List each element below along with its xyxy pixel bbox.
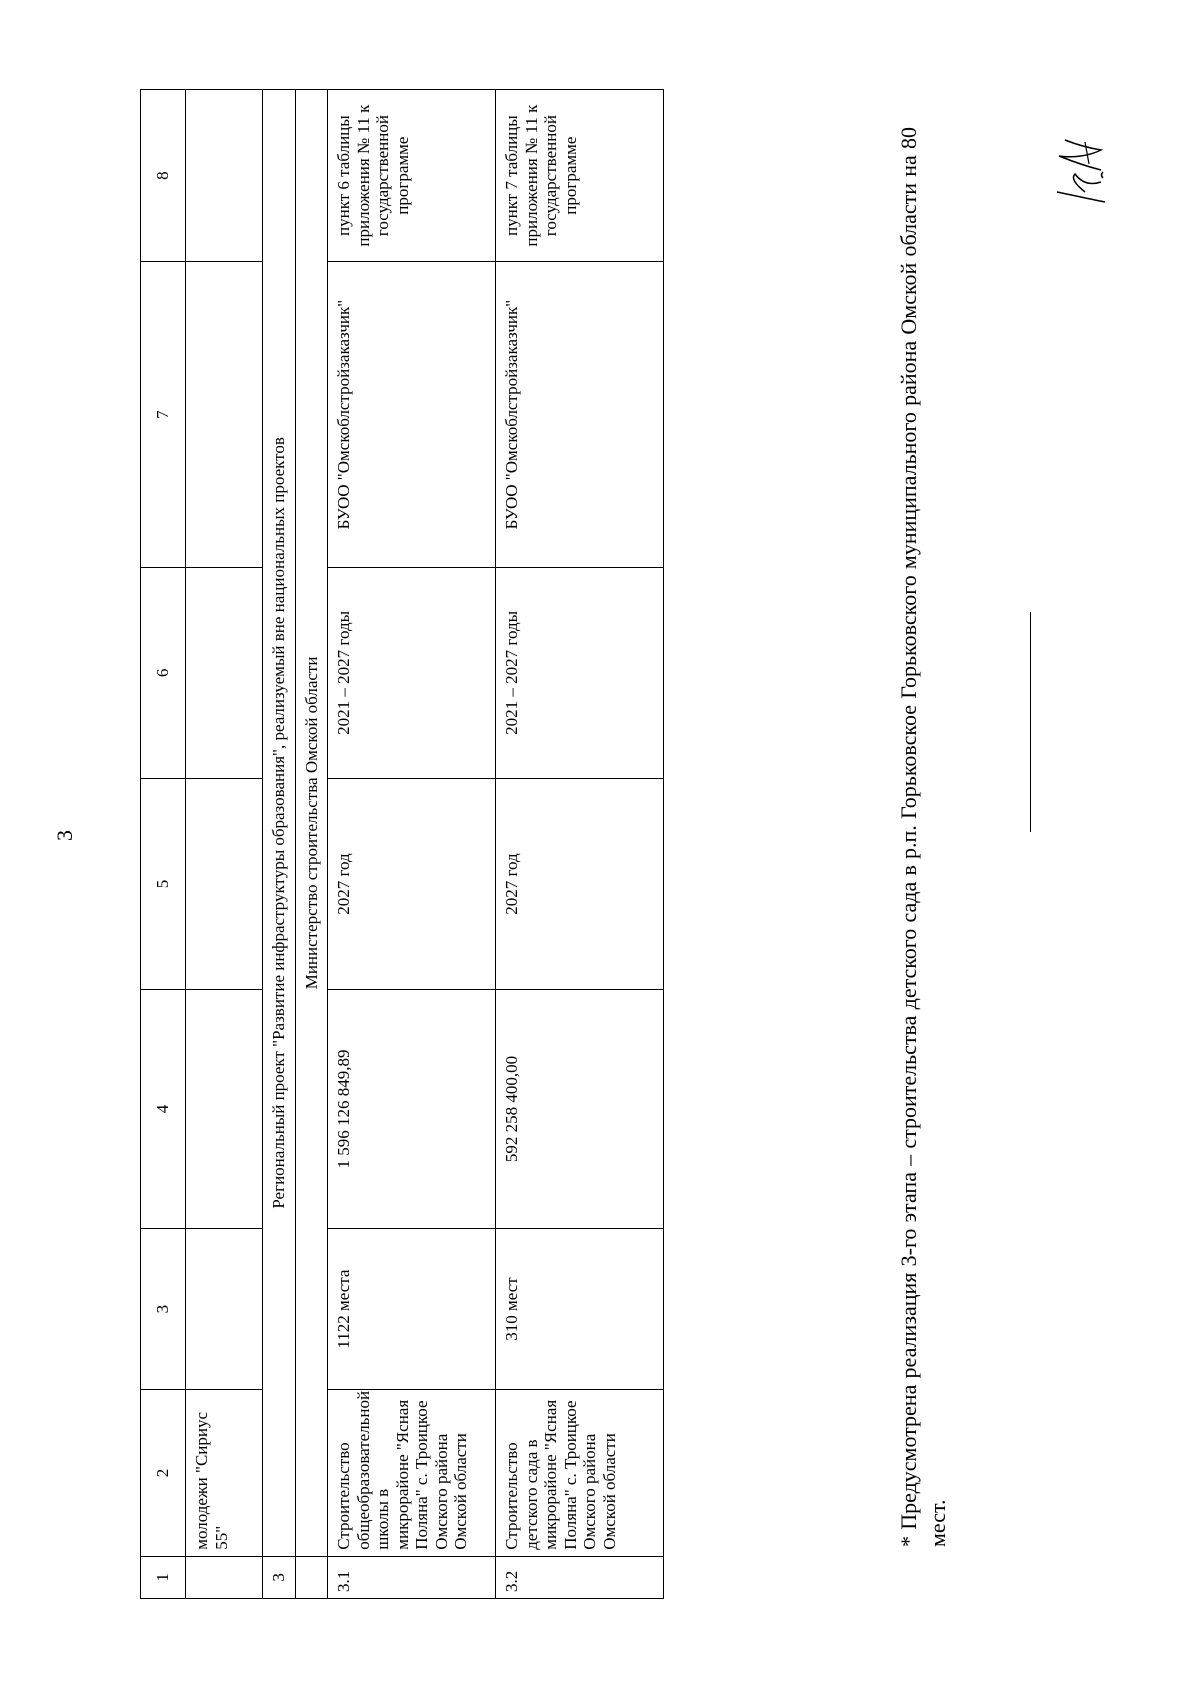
rotated-content [30, 30, 1170, 1667]
table-cell [186, 1556, 263, 1598]
header-cell: 6 [141, 567, 186, 778]
ministry-row [295, 90, 328, 1599]
table-row [496, 90, 664, 1599]
footnote: * Предусмотрена реализация 3-го этапа – строительства детского сада в р.п. Горьковское Горьковского муниципального района Омской области на 80 мест. [896, 127, 950, 1547]
table-cell [186, 90, 263, 262]
table-row [186, 90, 263, 1599]
header-cell: 7 [141, 262, 186, 568]
table-cell [186, 567, 263, 778]
object-name: Строительство общеобразовательной школы в микрорайоне "Ясная Поляна" с. Троицкое Омского района Омской области [328, 1390, 496, 1557]
completion-year: 2027 год [328, 778, 496, 989]
object-name: Строительство детского сада в микрорайоне "Ясная Поляна" с. Троицкое Омского района Омской области [496, 1390, 664, 1557]
row-number: 3.2 [496, 1556, 664, 1598]
table-cell [295, 1556, 328, 1598]
header-cell: 2 [141, 1390, 186, 1557]
separator-line [1030, 612, 1031, 832]
header-cell: 4 [141, 990, 186, 1229]
period: 2021 – 2027 годы [328, 567, 496, 778]
capacity: 310 мест [496, 1229, 664, 1390]
cost: 1 596 126 849,89 [328, 990, 496, 1229]
header-cell: 1 [141, 1556, 186, 1598]
projects-table [140, 89, 664, 1599]
period: 2021 – 2027 годы [496, 567, 664, 778]
project-row [263, 90, 296, 1599]
table-cell [186, 778, 263, 989]
project-title: Региональный проект "Развитие инфраструктуры образования", реализуемый вне национальных проектов [263, 90, 296, 1557]
table-cell [186, 990, 263, 1229]
header-cell: 8 [141, 90, 186, 262]
table-row [328, 90, 496, 1599]
reference: пункт 6 таблицы приложения № 11 к государственной программе [328, 90, 496, 262]
page-number: 3 [52, 830, 77, 841]
header-row [141, 90, 186, 1599]
row-number: 3.1 [328, 1556, 496, 1598]
cost: 592 258 400,00 [496, 990, 664, 1229]
customer: БУОО "Омскоблстройзаказчик" [328, 262, 496, 568]
customer: БУОО "Омскоблстройзаказчик" [496, 262, 664, 568]
table-cell: молодежи "Сириус 55" [186, 1390, 263, 1557]
table-cell [186, 1229, 263, 1390]
header-cell: 3 [141, 1229, 186, 1390]
ministry-title: Министерство строительства Омской области [295, 90, 328, 1557]
capacity: 1122 места [328, 1229, 496, 1390]
project-number: 3 [263, 1556, 296, 1598]
completion-year: 2027 год [496, 778, 664, 989]
reference: пункт 7 таблицы приложения № 11 к государственной программе [496, 90, 664, 262]
header-cell: 5 [141, 778, 186, 989]
signature-icon [1045, 132, 1125, 212]
table-cell [186, 262, 263, 568]
